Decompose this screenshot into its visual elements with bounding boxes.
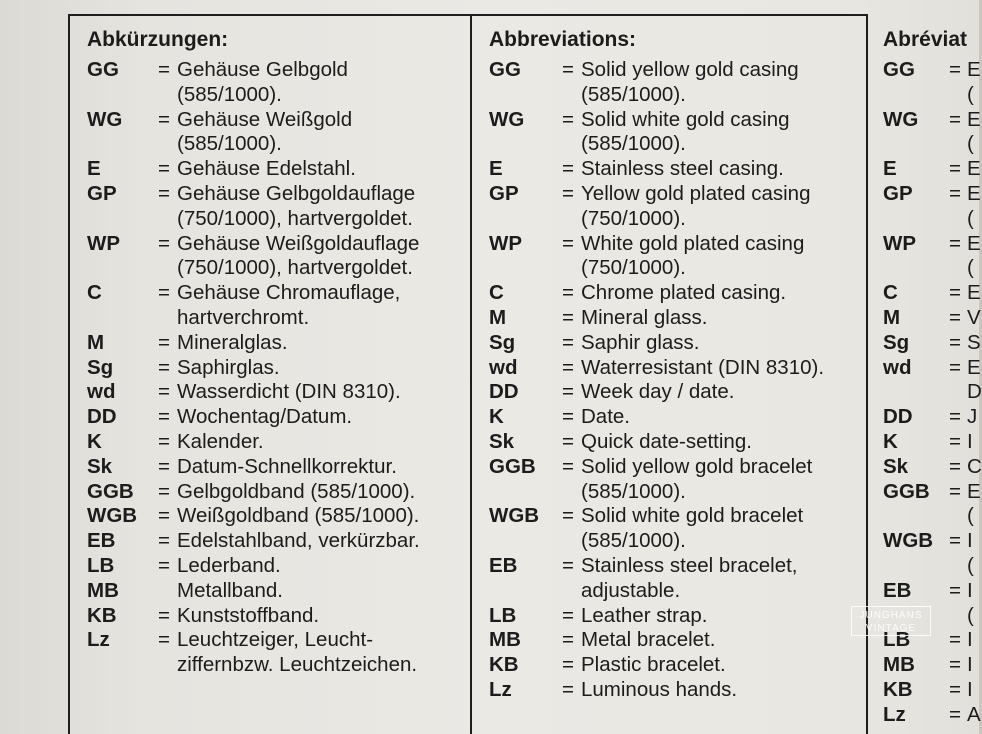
abbreviation-code: wd bbox=[883, 355, 912, 379]
abbreviation-definition: Gehäuse Weißgold (585/1000). bbox=[177, 107, 353, 156]
abbreviation-code: DD bbox=[489, 380, 519, 404]
abbreviation-definition: E ( bbox=[967, 231, 981, 280]
abbreviation-code: WG bbox=[489, 107, 525, 131]
german-abbreviation-entry bbox=[87, 405, 420, 430]
abbreviation-code: K bbox=[87, 429, 102, 453]
abbreviation-definition: Kunststoffband. bbox=[177, 603, 320, 627]
equals-sign: = bbox=[158, 429, 170, 453]
abbreviation-definition: E ( bbox=[967, 479, 981, 528]
abbreviation-definition: E ( bbox=[967, 181, 981, 230]
abbreviation-definition: Saphirglas. bbox=[177, 355, 280, 379]
french-abbreviation-entry bbox=[883, 157, 982, 182]
english-abbreviation-entry bbox=[489, 306, 824, 331]
abbreviation-definition: I bbox=[967, 653, 973, 677]
equals-sign: = bbox=[158, 157, 170, 181]
equals-sign: = bbox=[949, 58, 961, 81]
german-abbreviation-entry bbox=[87, 430, 420, 455]
french-abbreviation-entry bbox=[883, 455, 982, 480]
equals-sign: = bbox=[949, 281, 961, 305]
german-abbreviation-entry bbox=[87, 58, 420, 108]
abbreviation-definition: Metallband. bbox=[177, 578, 283, 602]
abbreviation-code: LB bbox=[87, 553, 115, 577]
abbreviation-code: Sg bbox=[87, 355, 114, 379]
abbreviation-code: Lz bbox=[883, 702, 906, 726]
abbreviation-definition: Solid white gold casing (585/1000). bbox=[581, 107, 790, 156]
abbreviation-definition: E ( bbox=[967, 58, 981, 106]
abbreviation-definition: I bbox=[967, 429, 973, 453]
german-abbreviation-entry bbox=[87, 628, 420, 678]
abbreviation-definition: Gehäuse Gelbgoldauflage (750/1000), hartvergoldet. bbox=[177, 181, 416, 230]
abbreviation-definition: Gehäuse Weißgoldauflage (750/1000), hartvergoldet. bbox=[177, 231, 420, 280]
english-abbreviation-entry bbox=[489, 380, 824, 405]
abbreviation-code: GGB bbox=[883, 479, 930, 503]
abbreviation-definition: E bbox=[967, 281, 981, 305]
german-abbreviation-entry bbox=[87, 108, 420, 158]
abbreviation-code: GP bbox=[489, 181, 519, 205]
equals-sign bbox=[151, 579, 177, 604]
column-divider-left bbox=[68, 14, 70, 734]
abbreviation-code: K bbox=[489, 405, 504, 429]
abbreviation-code: Lz bbox=[489, 677, 512, 701]
equals-sign: = bbox=[562, 454, 574, 478]
abbreviation-definition: Weißgoldband (585/1000). bbox=[177, 504, 420, 528]
abbreviation-definition: Gehäuse Edelstahl. bbox=[177, 157, 356, 181]
french-abbreviation-entry bbox=[883, 653, 982, 678]
abbreviation-code: KB bbox=[87, 603, 117, 627]
abbreviation-code: KB bbox=[883, 677, 913, 701]
abbreviation-definition: Kalender. bbox=[177, 429, 264, 453]
abbreviation-code: C bbox=[489, 281, 504, 305]
equals-sign: = bbox=[949, 578, 961, 602]
equals-sign: = bbox=[562, 677, 574, 701]
equals-sign: = bbox=[562, 330, 574, 354]
german-abbreviation-entry bbox=[87, 455, 420, 480]
english-abbreviation-entry bbox=[489, 108, 824, 158]
abbreviation-definition: Chrome plated casing. bbox=[581, 281, 787, 305]
equals-sign: = bbox=[158, 603, 170, 627]
english-abbreviation-entry bbox=[489, 504, 824, 554]
german-abbreviation-entry bbox=[87, 579, 420, 604]
german-abbreviation-entry bbox=[87, 182, 420, 232]
abbreviation-code: Lz bbox=[87, 628, 110, 652]
german-abbreviation-entry bbox=[87, 331, 420, 356]
abbreviation-definition: C bbox=[967, 454, 982, 478]
equals-sign: = bbox=[158, 181, 170, 205]
german-abbreviation-entry bbox=[87, 554, 420, 579]
abbreviation-code: KB bbox=[489, 653, 519, 677]
abbreviation-definition: A bbox=[967, 702, 981, 726]
equals-sign: = bbox=[949, 653, 961, 677]
equals-sign: = bbox=[949, 429, 961, 453]
german-abbreviation-entry bbox=[87, 504, 420, 529]
equals-sign: = bbox=[949, 157, 961, 181]
abbreviation-definition: Mineral glass. bbox=[581, 305, 708, 329]
english-abbreviation-entry bbox=[489, 331, 824, 356]
abbreviation-definition: Solid yellow gold bracelet (585/1000). bbox=[581, 454, 813, 503]
abbreviation-definition: Leuchtzeiger, Leucht- ziffernbzw. Leuchtzeichen. bbox=[177, 628, 418, 677]
equals-sign: = bbox=[949, 181, 961, 205]
french-abbreviation-entry bbox=[883, 678, 982, 703]
abbreviation-definition: Waterresistant (DIN 8310). bbox=[581, 355, 825, 379]
abbreviation-code: GP bbox=[883, 181, 913, 205]
french-abbreviation-entry bbox=[883, 405, 982, 430]
abbreviation-code: DD bbox=[87, 405, 117, 429]
equals-sign: = bbox=[562, 429, 574, 453]
french-abbreviation-entry bbox=[883, 480, 982, 530]
equals-sign: = bbox=[158, 529, 170, 553]
equals-sign: = bbox=[158, 479, 170, 503]
french-abbreviation-entry bbox=[883, 356, 982, 406]
equals-sign: = bbox=[158, 628, 170, 652]
abbreviation-code: MB bbox=[87, 578, 119, 602]
abbreviation-code: wd bbox=[87, 380, 116, 404]
abbreviation-code: Sg bbox=[489, 330, 516, 354]
equals-sign: = bbox=[949, 454, 961, 478]
abbreviation-definition: I bbox=[967, 628, 973, 652]
abbreviation-definition: Gehäuse Chromauflage, hartverchromt. bbox=[177, 281, 401, 329]
abbreviation-code: C bbox=[87, 281, 102, 305]
abbreviation-definition: E ( bbox=[967, 107, 981, 156]
abbreviation-code: GGB bbox=[489, 454, 536, 478]
equals-sign: = bbox=[949, 628, 961, 652]
german-abbreviation-entry bbox=[87, 157, 420, 182]
abbreviation-code: WGB bbox=[489, 504, 540, 528]
equals-sign: = bbox=[562, 355, 574, 379]
abbreviation-definition: I ( bbox=[967, 529, 974, 577]
equals-sign: = bbox=[562, 181, 574, 205]
abbreviation-definition: Wochentag/Datum. bbox=[177, 405, 353, 429]
abbreviation-code: E bbox=[883, 157, 897, 181]
abbreviation-definition: Leather strap. bbox=[581, 603, 708, 627]
english-abbreviation-entry bbox=[489, 232, 824, 282]
equals-sign: = bbox=[158, 330, 170, 354]
french-abbreviation-entry bbox=[883, 430, 982, 455]
equals-sign: = bbox=[158, 281, 170, 305]
equals-sign: = bbox=[562, 231, 574, 255]
abbreviation-definition: Gelbgoldband (585/1000). bbox=[177, 479, 416, 503]
equals-sign: = bbox=[158, 553, 170, 577]
abbreviation-code: WGB bbox=[87, 504, 138, 528]
french-abbreviation-entry bbox=[883, 529, 982, 579]
german-abbreviation-entry bbox=[87, 281, 420, 331]
english-abbreviation-entry bbox=[489, 455, 824, 505]
abbreviation-definition: Stainless steel casing. bbox=[581, 157, 784, 181]
watermark-line-2: VINTAGE bbox=[865, 623, 917, 634]
abbreviation-code: WG bbox=[87, 107, 123, 131]
equals-sign: = bbox=[158, 380, 170, 404]
abbreviation-definition: E bbox=[967, 157, 981, 181]
abbreviation-code: M bbox=[489, 305, 507, 329]
german-abbreviation-entry bbox=[87, 529, 420, 554]
english-abbreviation-entry bbox=[489, 554, 824, 604]
equals-sign: = bbox=[949, 529, 961, 553]
english-abbreviation-entry bbox=[489, 678, 824, 703]
abbreviation-code: WGB bbox=[883, 529, 934, 553]
column-divider-middle bbox=[470, 14, 472, 734]
abbreviation-code: Sg bbox=[883, 330, 910, 354]
abbreviation-code: WP bbox=[883, 231, 917, 255]
equals-sign: = bbox=[158, 231, 170, 255]
abbreviation-definition: Solid white gold bracelet (585/1000). bbox=[581, 504, 804, 553]
abbreviation-definition: Mineralglas. bbox=[177, 330, 288, 354]
english-abbreviation-entry bbox=[489, 356, 824, 381]
abbreviation-code: Sk bbox=[87, 454, 113, 478]
equals-sign: = bbox=[562, 157, 574, 181]
abbreviation-definition: Edelstahlband, verkürzbar. bbox=[177, 529, 420, 553]
english-abbreviation-entry bbox=[489, 157, 824, 182]
abbreviation-code: Sk bbox=[883, 454, 909, 478]
abbreviation-code: GG bbox=[87, 58, 119, 81]
equals-sign: = bbox=[949, 677, 961, 701]
abbreviation-definition: Week day / date. bbox=[581, 380, 735, 404]
abbreviation-code: EB bbox=[87, 529, 116, 553]
english-abbreviation-entry bbox=[489, 653, 824, 678]
junghans-vintage-watermark-logo bbox=[851, 606, 931, 636]
equals-sign: = bbox=[562, 653, 574, 677]
abbreviation-definition: Date. bbox=[581, 405, 630, 429]
abbreviation-code: GG bbox=[883, 58, 915, 81]
equals-sign: = bbox=[949, 231, 961, 255]
abbreviation-code: E bbox=[87, 157, 101, 181]
abbreviation-definition: White gold plated casing (750/1000). bbox=[581, 231, 805, 280]
abbreviation-code: wd bbox=[489, 355, 518, 379]
abbreviation-code: Sk bbox=[489, 429, 515, 453]
german-abbreviation-entry bbox=[87, 380, 420, 405]
abbreviation-definition: Gehäuse Gelbgold (585/1000). bbox=[177, 58, 348, 106]
abbreviation-definition: I bbox=[967, 677, 973, 701]
english-abbreviation-entry bbox=[489, 182, 824, 232]
abbreviation-code: LB bbox=[489, 603, 517, 627]
equals-sign: = bbox=[562, 405, 574, 429]
abbreviation-definition: E D bbox=[967, 355, 982, 404]
equals-sign: = bbox=[562, 58, 574, 81]
german-column bbox=[87, 28, 420, 678]
equals-sign: = bbox=[949, 305, 961, 329]
abbreviation-definition: Lederband. bbox=[177, 553, 281, 577]
abbreviation-definition: V bbox=[967, 305, 981, 329]
french-abbreviation-entry bbox=[883, 108, 982, 158]
english-abbreviation-entry bbox=[489, 58, 824, 108]
equals-sign: = bbox=[562, 305, 574, 329]
english-column bbox=[489, 28, 824, 703]
equals-sign: = bbox=[949, 702, 961, 726]
equals-sign: = bbox=[158, 355, 170, 379]
abbreviation-definition: Quick date-setting. bbox=[581, 429, 752, 453]
abbreviation-code: MB bbox=[489, 628, 521, 652]
french-abbreviation-entry bbox=[883, 331, 982, 356]
equals-sign: = bbox=[562, 628, 574, 652]
french-abbreviation-entry bbox=[883, 182, 982, 232]
equals-sign: = bbox=[158, 454, 170, 478]
german-abbreviation-entry bbox=[87, 480, 420, 505]
equals-sign: = bbox=[562, 107, 574, 131]
german-abbreviation-entry bbox=[87, 604, 420, 629]
abbreviation-code: LB bbox=[883, 628, 911, 652]
equals-sign: = bbox=[949, 355, 961, 379]
abbreviation-definition: Yellow gold plated casing (750/1000). bbox=[581, 181, 811, 230]
abbreviation-definition: Datum-Schnellkorrektur. bbox=[177, 454, 397, 478]
abbreviation-definition: Plastic bracelet. bbox=[581, 653, 726, 677]
equals-sign: = bbox=[949, 479, 961, 503]
abbreviation-definition: I ( bbox=[967, 578, 974, 627]
abbreviation-code: WP bbox=[87, 231, 121, 255]
english-abbreviation-entry bbox=[489, 405, 824, 430]
english-abbreviation-entry bbox=[489, 430, 824, 455]
french-column-title: Abréviat bbox=[883, 28, 968, 51]
english-abbreviation-entry bbox=[489, 281, 824, 306]
abbreviation-code: EB bbox=[883, 578, 912, 602]
abbreviation-definition: Luminous hands. bbox=[581, 677, 738, 701]
equals-sign: = bbox=[158, 405, 170, 429]
abbreviation-code: WP bbox=[489, 231, 523, 255]
equals-sign: = bbox=[562, 281, 574, 305]
watermark-line-1: JUNGHANS bbox=[859, 610, 923, 621]
english-abbreviation-entry bbox=[489, 604, 824, 629]
english-column-title: Abbreviations: bbox=[489, 28, 637, 51]
abbreviation-definition: Wasserdicht (DIN 8310). bbox=[177, 380, 401, 404]
abbreviation-code: K bbox=[883, 429, 898, 453]
german-abbreviation-entry bbox=[87, 232, 420, 282]
french-abbreviation-entry bbox=[883, 281, 982, 306]
abbreviation-code: M bbox=[87, 330, 105, 354]
equals-sign: = bbox=[562, 504, 574, 528]
abbreviation-code: E bbox=[489, 157, 503, 181]
equals-sign: = bbox=[949, 107, 961, 131]
abbreviation-code: M bbox=[883, 305, 901, 329]
abbreviation-code: MB bbox=[883, 653, 915, 677]
german-column-title: Abkürzungen: bbox=[87, 28, 229, 51]
equals-sign: = bbox=[949, 405, 961, 429]
german-abbreviation-entry bbox=[87, 356, 420, 381]
abbreviation-code: WG bbox=[883, 107, 919, 131]
abbreviation-code: GGB bbox=[87, 479, 134, 503]
abbreviation-code: GP bbox=[87, 181, 117, 205]
french-abbreviation-entry bbox=[883, 306, 982, 331]
equals-sign: = bbox=[562, 553, 574, 577]
french-abbreviation-entry bbox=[883, 58, 982, 108]
english-abbreviation-entry bbox=[489, 628, 824, 653]
abbreviation-definition: Saphir glass. bbox=[581, 330, 700, 354]
abbreviation-code: GG bbox=[489, 58, 521, 81]
equals-sign: = bbox=[158, 107, 170, 131]
equals-sign: = bbox=[158, 58, 170, 81]
abbreviation-definition: Stainless steel bracelet, adjustable. bbox=[581, 553, 798, 602]
abbreviation-code: EB bbox=[489, 553, 518, 577]
equals-sign: = bbox=[949, 330, 961, 354]
abbreviation-definition: Metal bracelet. bbox=[581, 628, 716, 652]
abbreviation-definition: S bbox=[967, 330, 981, 354]
equals-sign: = bbox=[562, 603, 574, 627]
french-abbreviation-entry bbox=[883, 232, 982, 282]
equals-sign: = bbox=[562, 380, 574, 404]
abbreviation-code: C bbox=[883, 281, 898, 305]
abbreviation-definition: J bbox=[967, 405, 978, 429]
abbreviation-definition: Solid yellow gold casing (585/1000). bbox=[581, 58, 799, 106]
equals-sign: = bbox=[158, 504, 170, 528]
french-abbreviation-entry bbox=[883, 703, 982, 728]
abbreviation-code: DD bbox=[883, 405, 913, 429]
frame-top-line bbox=[68, 14, 868, 16]
